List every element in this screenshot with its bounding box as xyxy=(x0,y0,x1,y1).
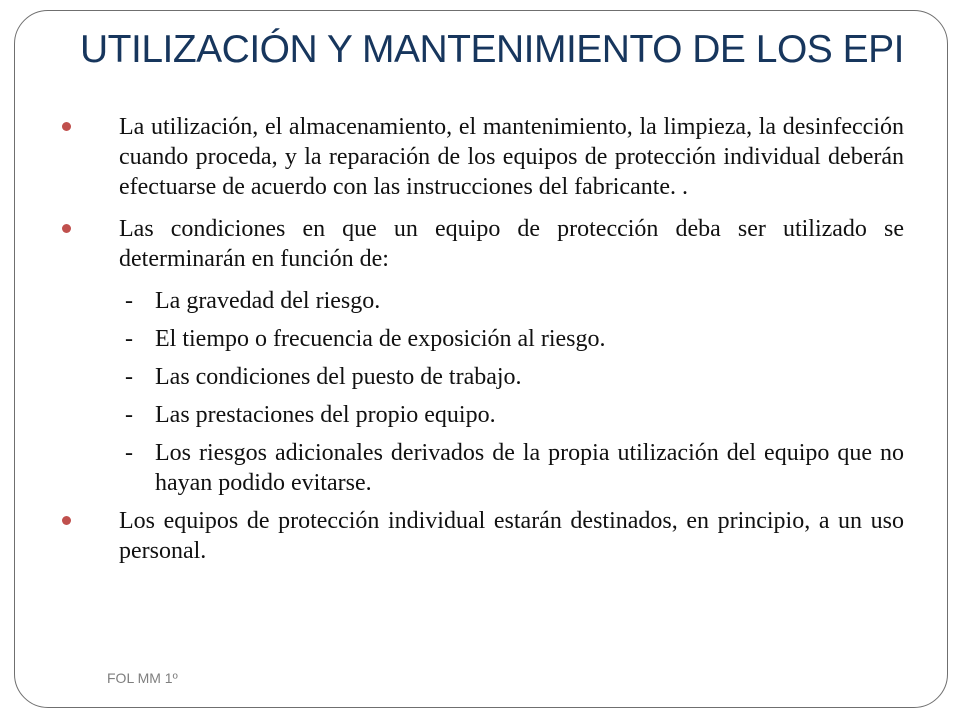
dash-marker: - xyxy=(125,440,133,466)
bullet-item xyxy=(62,214,904,274)
sub-item-text: Las condiciones del puesto de trabajo. xyxy=(155,364,522,390)
sub-item-text: La gravedad del riesgo. xyxy=(155,288,381,314)
dash-marker: - xyxy=(125,288,133,314)
slide-content xyxy=(62,112,904,578)
bullet-item xyxy=(62,112,904,202)
sub-item-text: El tiempo o frecuencia de exposición al riesgo. xyxy=(155,326,606,352)
sub-item xyxy=(125,362,904,392)
sub-item-text: Los riesgos adicionales derivados de la propia utilización del equipo que no hayan podido evitarse. xyxy=(155,440,904,496)
sub-item xyxy=(125,438,904,498)
dash-marker: - xyxy=(125,364,133,390)
sub-item-text: Las prestaciones del propio equipo. xyxy=(155,402,496,428)
bullet-text: Los equipos de protección individual estarán destinados, en principio, a un uso personal. xyxy=(119,508,904,564)
bullet-text: La utilización, el almacenamiento, el mantenimiento, la limpieza, la desinfección cuando proceda, y la reparación de los equipos de protección individual deberán efectuarse de acuerdo con las instrucciones del fabricante. . xyxy=(119,114,904,200)
bullet-item xyxy=(62,506,904,566)
dash-marker: - xyxy=(125,402,133,428)
sub-item xyxy=(125,286,904,316)
bullet-dot-icon xyxy=(62,224,71,233)
dash-marker: - xyxy=(125,326,133,352)
sub-item xyxy=(125,400,904,430)
bullet-dot-icon xyxy=(62,122,71,131)
slide-footer: FOL MM 1º xyxy=(107,670,178,686)
bullet-text: Las condiciones en que un equipo de protección deba ser utilizado se determinarán en función de: xyxy=(119,216,904,272)
sub-item xyxy=(125,324,904,354)
slide-title: UTILIZACIÓN Y MANTENIMIENTO DE LOS EPI xyxy=(80,28,904,71)
bullet-dot-icon xyxy=(62,516,71,525)
